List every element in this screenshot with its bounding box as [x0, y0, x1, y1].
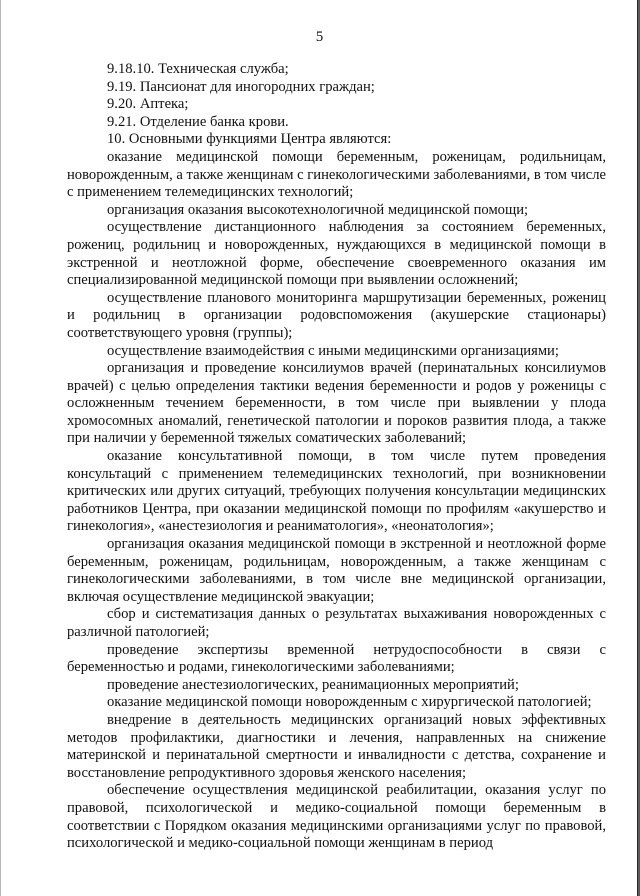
paragraph-function-routing-monitoring: осуществление планового мониторинга маршрутизации беременных, рожениц и родильниц в организации родовспоможения (акушерские стационары) соответствующего уровня (группы); [67, 289, 606, 341]
paragraph-function-high-tech-care: организация оказания высокотехнологичной медицинской помощи; [107, 201, 529, 218]
paragraph-9-21: 9.21. Отделение банка крови. [107, 113, 289, 130]
scan-edge-line [637, 0, 638, 896]
paragraph-function-medical-care: оказание медицинской помощи беременным, роженицам, родильницам, новорожденным, а также женщинам с гинекологическими заболеваниями, в том числе с применением телемедицинских технологий; [67, 148, 606, 201]
paragraph-function-consultative-help: оказание консультативной помощи, в том числе путем проведения консультаций с применением телемедицинских технологий, при возникновении критических или других ситуаций, требующих получения консультации медицинских работников Центра, при оказании медицинской помощи по профилям «акушерство и гинекология», «анестезиология и реаниматология», «неонатология»; [67, 448, 606, 535]
paragraph-function-new-methods: внедрение в деятельность медицинских организаций новых эффективных методов профилактики, диагностики и лечения, направленных на снижение материнской и перинатальной смертности и инвалидности с детства, сохранение и восстановление репродуктивного здоровья женского населения; [67, 711, 606, 781]
paragraph-function-neonatal-surgery: оказание медицинской помощи новорожденным с хирургической патологией; [107, 694, 592, 711]
body-text [67, 61, 606, 853]
paragraph-section-10-heading: 10. Основными функциями Центра являются: [107, 131, 392, 148]
paragraph-9-19: 9.19. Пансионат для иногородних граждан; [107, 78, 375, 95]
paragraph-function-data-collection: сбор и систематизация данных о результатах выхаживания новорожденных с различной патологией; [67, 606, 606, 640]
paragraph-function-remote-monitoring: осуществление дистанционного наблюдения за состоянием беременных, рожениц, родильниц и новорожденных, нуждающихся в медицинской помощи в экстренной и неотложной форме, обеспечение своевременного оказания им специализированной медицинской помощи при выявлении осложнений; [67, 219, 606, 289]
paragraph-function-emergency-care: организация оказания медицинской помощи в экстренной и неотложной форме беременным, роженицам, родильницам, новорожденным, а также женщинам с гинекологическими заболеваниями, в том числе вне медицинской организации, включая осуществление медицинской эвакуации; [67, 536, 606, 605]
paragraph-function-disability-expertise: проведение экспертизы временной нетрудоспособности в связи с беременностью и родами, гинекологическими заболеваниями; [67, 641, 606, 676]
paragraph-function-interaction: осуществление взаимодействия с иными медицинскими организациями; [107, 342, 559, 359]
paragraph-function-rehabilitation: обеспечение осуществления медицинской реабилитации, оказания услуг по правовой, психологической и медико-социальной помощи беременным в соответствии с Порядком оказания медицинскими организациями услуг по правовой, психологической и медико-социальной помощи женщинам в период [67, 782, 606, 852]
paragraph-9-18-10: 9.18.10. Техническая служба; [107, 61, 289, 77]
page-number: 5 [315, 29, 324, 45]
paragraph-9-20: 9.20. Аптека; [107, 96, 189, 113]
paragraph-function-consiliums: организация и проведение консилиумов врачей (перинатальных консилиумов врачей) с целью определения тактики ведения беременности и родов у роженицы с осложненным течением беременности, в том числе при выявлении у плода хромосомных аномалий, генетической патологии и пороков развития плода, а также при наличии у беременной тяжелых соматических заболеваний; [67, 360, 606, 447]
paragraph-function-anesthesiology: проведение анестезиологических, реанимационных мероприятий; [107, 676, 519, 693]
